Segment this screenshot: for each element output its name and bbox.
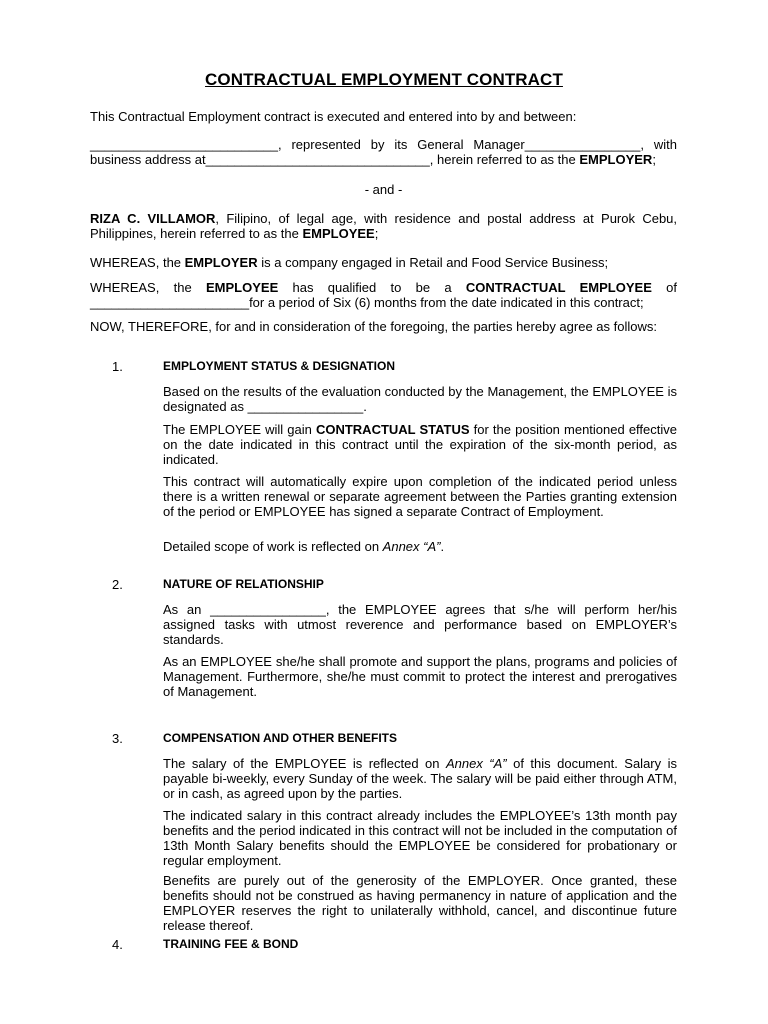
section-2-number: 2. xyxy=(112,577,123,592)
section-3-heading: COMPENSATION AND OTHER BENEFITS xyxy=(163,731,398,745)
section-3-number: 3. xyxy=(112,731,123,746)
whereas-employee-paragraph: WHEREAS, the EMPLOYEE has qualified to be a CONTRACTUAL EMPLOYEE of ______________________for a period of Six (6) months from the date indicated in this contract; xyxy=(90,280,678,310)
section-1-paragraph-1: Based on the results of the evaluation conducted by the Management, the EMPLOYEE is designated as ________________. xyxy=(163,384,677,414)
section-1-heading: EMPLOYMENT STATUS & DESIGNATION xyxy=(163,359,396,373)
employee-paragraph: RIZA C. VILLAMOR, Filipino, of legal age, with residence and postal address at Purok Cebu, Philippines, herein referred to as the EMPLOYEE; xyxy=(90,211,678,241)
section-4-number: 4. xyxy=(112,937,123,952)
section-4-heading: TRAINING FEE & BOND xyxy=(163,937,299,951)
employer-paragraph: __________________________, represented by its General Manager________________, with business address at_______________________________, herein referred to as the EMPLOYER; xyxy=(90,137,678,167)
section-3-paragraph-1: The salary of the EMPLOYEE is reflected on Annex “A” of this document. Salary is payable bi-weekly, every Sunday of the week. The salary will be paid either through ATM, or in cash, as agreed upon by the parties. xyxy=(163,756,677,801)
section-1-paragraph-2: The EMPLOYEE will gain CONTRACTUAL STATUS for the position mentioned effective on the date indicated in this contract until the expiration of the six-month period, as indicated. xyxy=(163,422,677,467)
intro-paragraph: This Contractual Employment contract is executed and entered into by and between: xyxy=(90,109,577,124)
section-3-paragraph-2: The indicated salary in this contract already includes the EMPLOYEE’s 13th month pay benefits and the period indicated in this contract will not be included in the computation of 13th Month Salary benefits should the EMPLOYEE be considered for probationary or regular employment. xyxy=(163,808,677,868)
document-title: CONTRACTUAL EMPLOYMENT CONTRACT xyxy=(205,70,563,89)
section-2-paragraph-2: As an EMPLOYEE she/he shall promote and support the plans, programs and policies of Management. Furthermore, she/he must commit to protect the interest and prerogatives of Management. xyxy=(163,654,677,699)
section-3-paragraph-3: Benefits are purely out of the generosity of the EMPLOYER. Once granted, these benefits should not be construed as having permanency in nature of application and the EMPLOYER reserves the right to unilaterally withhold, cancel, and discontinue future release thereof. xyxy=(163,873,677,933)
section-1-number: 1. xyxy=(112,359,123,374)
section-2-heading: NATURE OF RELATIONSHIP xyxy=(163,577,324,591)
section-1-paragraph-4: Detailed scope of work is reflected on Annex “A”. xyxy=(163,539,445,554)
and-separator: - and - xyxy=(364,182,403,197)
whereas-employer-paragraph: WHEREAS, the EMPLOYER is a company engaged in Retail and Food Service Business; xyxy=(90,255,609,270)
section-2-paragraph-1: As an ________________, the EMPLOYEE agrees that s/he will perform her/his assigned tasks with utmost reverence and performance based on EMPLOYER’s standards. xyxy=(163,602,677,647)
section-1-paragraph-3: This contract will automatically expire upon completion of the indicated period unless there is a written renewal or separate agreement between the Parties granting extension of the period or EMPLOYEE has signed a separate Contract of Employment. xyxy=(163,474,677,519)
now-therefore-paragraph: NOW, THEREFORE, for and in consideration of the foregoing, the parties hereby agree as follows: xyxy=(90,319,657,334)
